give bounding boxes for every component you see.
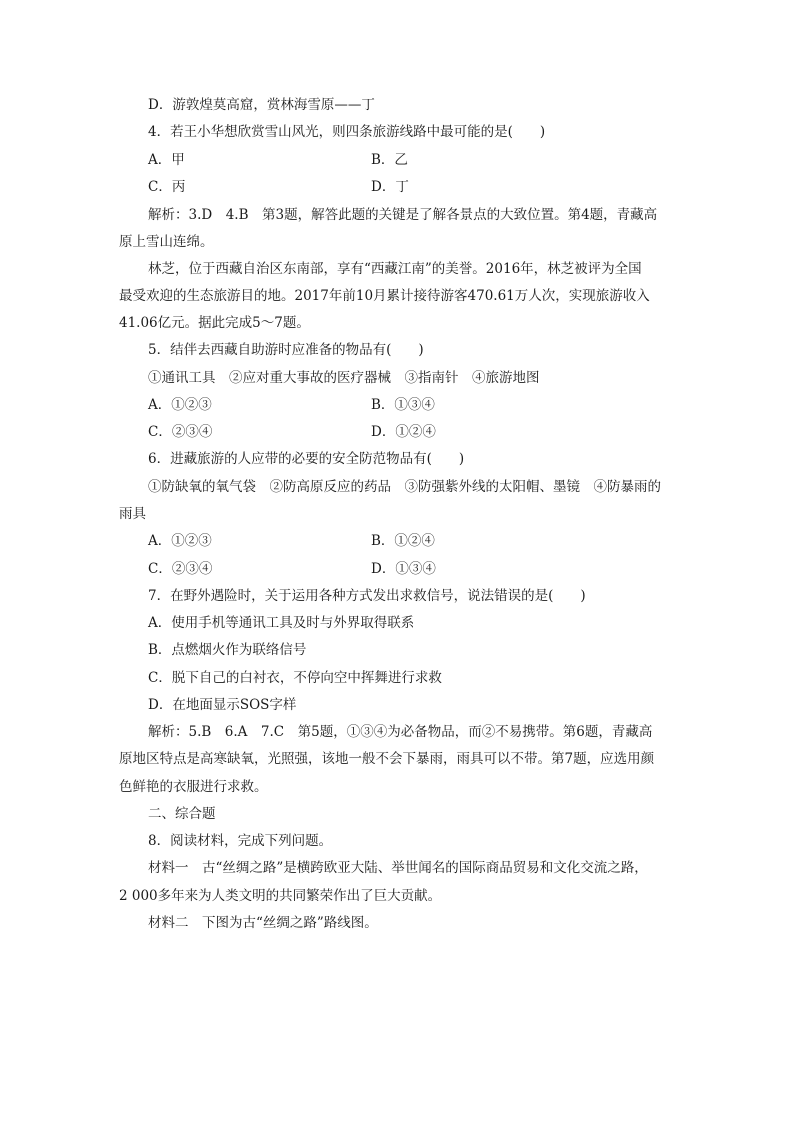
linzhi-material-line1: 林芝，位于西藏自治区东南部，享有“西藏江南”的美誉。2016年，林芝被评为全国 bbox=[148, 261, 642, 277]
q4-option-b: B．乙 bbox=[371, 152, 408, 168]
linzhi-material-line2: 最受欢迎的生态旅游目的地。2017年前10月累计接待游客470.61万人次，实现旅游收入 bbox=[119, 288, 650, 304]
analysis-3-4-line1: 解析：3.D 4.B 第3题，解答此题的关键是了解各景点的大致位置。第4题，青藏高 bbox=[148, 207, 658, 223]
q8-material1-line1: 材料一 古“丝绸之路”是横跨欧亚大陆、举世闻名的国际商品贸易和文化交流之路， bbox=[148, 860, 648, 876]
analysis-5-7-line3: 色鲜艳的衣服进行求救。 bbox=[119, 779, 268, 795]
q5-option-c: C．②③④ bbox=[148, 424, 213, 440]
q6-option-d: D．①③④ bbox=[371, 561, 436, 577]
q8-stem: 8．阅读材料，完成下列问题。 bbox=[148, 833, 333, 849]
q7-option-b: B．点燃烟火作为联络信号 bbox=[148, 642, 307, 658]
q4-option-c: C．丙 bbox=[148, 179, 186, 195]
q3-option-d: D．游敦煌莫高窟，赏林海雪原——丁 bbox=[148, 97, 375, 113]
analysis-5-7-line1: 解析：5.B 6.A 7.C 第5题，①③④为必备物品，而②不易携带。第6题，青藏高 bbox=[148, 724, 653, 740]
q7-option-d: D．在地面显示SOS字样 bbox=[148, 697, 297, 713]
q7-option-a: A．使用手机等通讯工具及时与外界取得联系 bbox=[148, 615, 415, 631]
q6-option-b: B．①②④ bbox=[371, 533, 435, 549]
q7-option-c: C．脱下自己的白衬衣，不停向空中挥舞进行求救 bbox=[148, 670, 442, 686]
q4-stem: 4．若王小华想欣赏雪山风光，则四条旅游线路中最可能的是( ) bbox=[148, 124, 546, 140]
analysis-5-7-line2: 原地区特点是高寒缺氧，光照强，该地一般不会下暴雨，雨具可以不带。第7题，应选用颜 bbox=[119, 751, 655, 767]
q4-option-a: A．甲 bbox=[148, 152, 185, 168]
analysis-3-4-line2: 原上雪山连绵。 bbox=[119, 234, 214, 250]
linzhi-material-line3: 41.06亿元。据此完成5～7题。 bbox=[119, 315, 310, 331]
q6-items-continued: 雨具 bbox=[119, 506, 146, 522]
q6-option-a: A．①②③ bbox=[148, 533, 212, 549]
q7-stem: 7．在野外遇险时，关于运用各种方式发出求救信号，说法错误的是( ) bbox=[148, 588, 586, 604]
q5-option-d: D．①②④ bbox=[371, 424, 436, 440]
q4-option-d: D．丁 bbox=[371, 179, 409, 195]
q6-items: ①防缺氧的氧气袋 ②防高原反应的药品 ③防强紫外线的太阳帽、墨镜 ④防暴雨的 bbox=[148, 479, 661, 495]
q8-material2: 材料二 下图为古“丝绸之路”路线图。 bbox=[148, 915, 378, 931]
q6-option-c: C．②③④ bbox=[148, 561, 213, 577]
q5-items: ①通讯工具 ②应对重大事故的医疗器械 ③指南针 ④旅游地图 bbox=[148, 370, 540, 386]
q5-stem: 5．结伴去西藏自助游时应准备的物品有( ) bbox=[148, 342, 424, 358]
q5-option-a: A．①②③ bbox=[148, 397, 212, 413]
q8-material1-line2: 2 000多年来为人类文明的共同繁荣作出了巨大贡献。 bbox=[119, 888, 442, 904]
q6-stem: 6．进藏旅游的人应带的必要的安全防范物品有( ) bbox=[148, 451, 465, 467]
section-heading: 二、综合题 bbox=[148, 806, 216, 822]
q5-option-b: B．①③④ bbox=[371, 397, 435, 413]
